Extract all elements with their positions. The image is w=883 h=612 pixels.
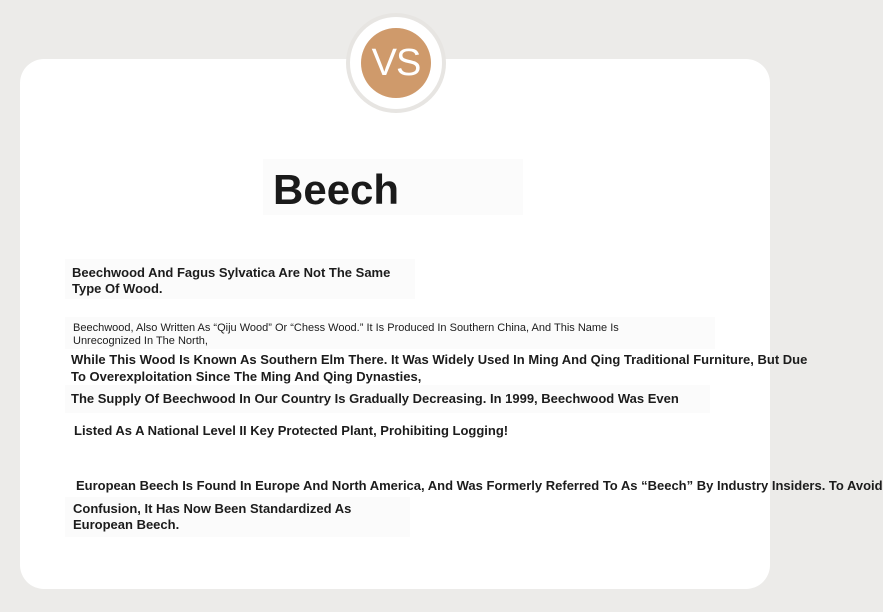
vs-icon: VS xyxy=(361,28,431,98)
paragraph-2-line-2: Unrecognized In The North, xyxy=(73,335,208,347)
paragraph-3 xyxy=(71,351,807,385)
paragraph-3-line-1: While This Wood Is Known As Southern Elm There. It Was Widely Used In Ming And Qing Traditional Furniture, But Due xyxy=(71,352,808,367)
paragraph-5: Listed As A National Level II Key Protected Plant, Prohibiting Logging! xyxy=(74,423,509,438)
paragraph-4: The Supply Of Beechwood In Our Country Is Gradually Decreasing. In 1999, Beechwood Was Even xyxy=(71,391,679,406)
paragraph-1-line-1: Beechwood And Fagus Sylvatica Are Not The Same xyxy=(72,265,391,280)
paragraph-7 xyxy=(73,501,351,533)
paragraph-6: European Beech Is Found In Europe And North America, And Was Formerly Referred To As “Beech” By Industry Insiders. To Avoid xyxy=(76,478,883,493)
paragraph-2-line-1: Beechwood, Also Written As “Qiju Wood” Or “Chess Wood.” It Is Produced In Southern China, And This Name Is xyxy=(73,322,619,334)
paragraph-1 xyxy=(72,265,390,297)
paragraph-7-line-2: European Beech. xyxy=(73,517,180,532)
paragraph-3-line-2: To Overexploitation Since The Ming And Qing Dynasties, xyxy=(71,369,422,384)
vs-badge xyxy=(350,17,442,109)
paragraph-2 xyxy=(73,322,619,348)
comparison-card xyxy=(20,59,883,589)
paragraph-1-line-2: Type Of Wood. xyxy=(72,281,163,296)
page-title: Beech xyxy=(273,166,400,213)
paragraph-7-line-1: Confusion, It Has Now Been Standardized As xyxy=(73,501,352,516)
